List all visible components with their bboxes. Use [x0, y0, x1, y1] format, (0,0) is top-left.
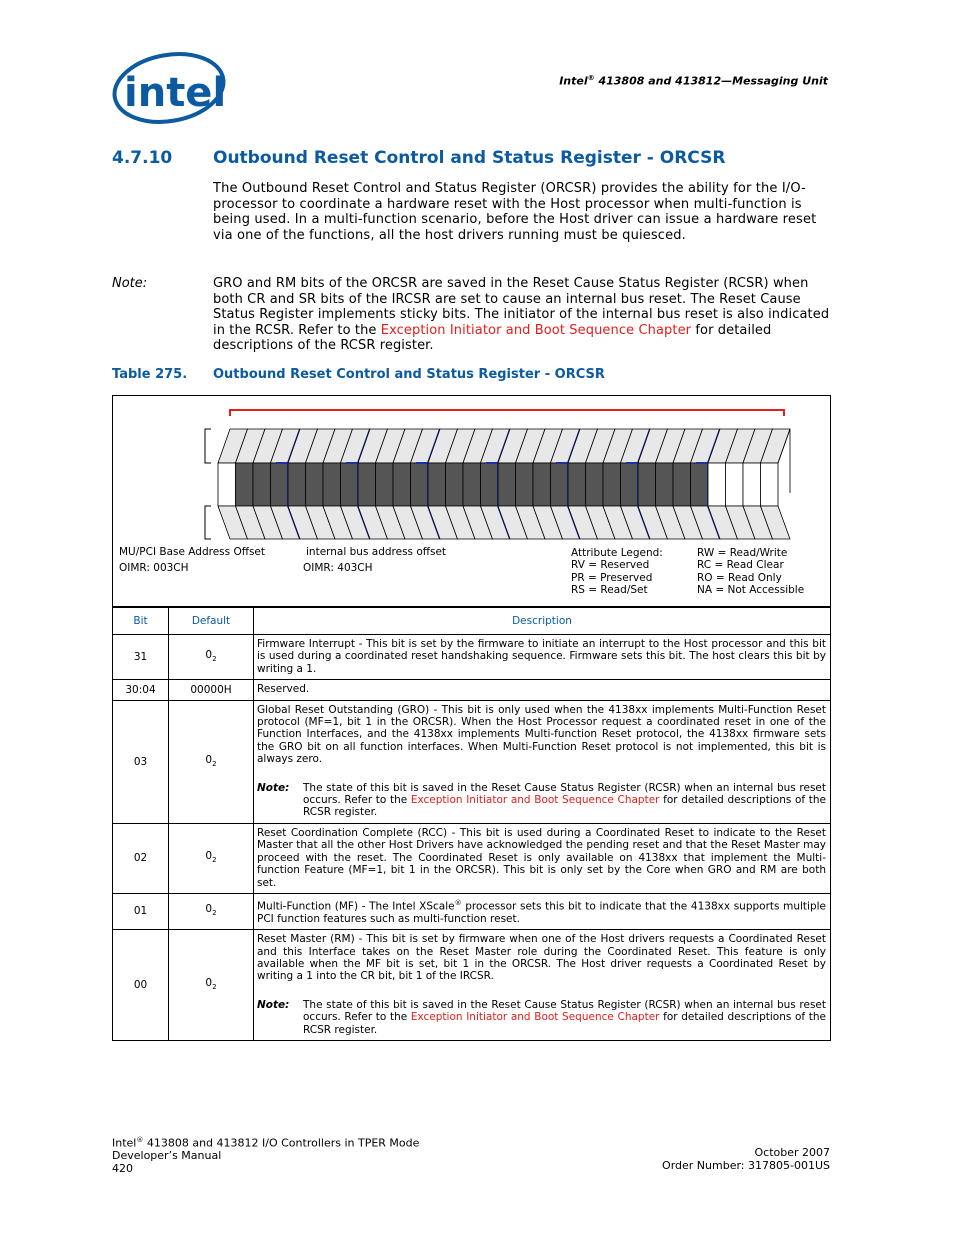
mu-offset-value: OIMR: 003CH: [119, 562, 189, 574]
bit-cell: 03: [113, 700, 169, 823]
legend-read-set: RS = Read/Set: [571, 584, 648, 596]
row-note: Note: The state of this bit is saved in the Reset Cause Status Register (RCSR) when an internal bus reset occurs. Refer to the Exception Initiator and Boot Sequence Chapter for detailed descriptions of the RCSR register.: [257, 998, 826, 1036]
field-bracket: [230, 410, 784, 416]
section-title: 4.7.10 Outbound Reset Control and Status Register - ORCSR: [112, 148, 726, 168]
page-number: 420: [112, 1161, 133, 1175]
footer-right: October 2007 Order Number: 317805-001US: [662, 1146, 830, 1172]
default-cell: 00000H: [169, 680, 254, 700]
table-header-row: [113, 608, 831, 635]
bit-cell: 30:04: [113, 680, 169, 700]
default-cell: $0_2$: [169, 893, 254, 929]
description-cell: Reset Coordination Complete (RCC) - This bit is used during a Coordinated Reset to indicate to the Reset Master that all the other Host Drivers have acknowledged the pending reset and that the Reset Master may proceed with the reset. The Coordinated Reset is only available on 4138xx that implement the Multi-function Feature (MF=1, bit 1 in the ORCSR). This bit is only set by the Core when GRO and RM are both set.: [254, 823, 831, 893]
default-cell: $0_2$: [169, 823, 254, 893]
svg-text:intel: intel: [124, 70, 227, 116]
default-cell: $0_2$: [169, 635, 254, 680]
bus-offset-label: internal bus address offset: [306, 546, 447, 558]
header-description: Description: [254, 608, 831, 635]
exception-chapter-link[interactable]: Exception Initiator and Boot Sequence Chapter: [410, 794, 660, 807]
legend-title: Attribute Legend:: [571, 547, 663, 559]
table-row: [113, 680, 831, 700]
mu-offset-label: MU/PCI Base Address Offset: [119, 546, 265, 558]
table-row: [113, 893, 831, 929]
footer-left: Intel® 413808 and 413812 I/O Controllers in TPER Mode Developer’s Manual 420: [112, 1136, 420, 1175]
bit-cell: 01: [113, 893, 169, 929]
note-label: Note:: [112, 276, 148, 291]
exception-chapter-link[interactable]: Exception Initiator and Boot Sequence Chapter: [410, 1011, 660, 1024]
intel-logo: [110, 50, 228, 130]
bit-cell: 00: [113, 930, 169, 1041]
description-cell: Reset Master (RM) - This bit is set by firmware when one of the Host drivers requests a Coordinated Reset and this Interface takes on the Reset Master role during the Coordinated Reset. This feature is only available when the MF bit is set, bit 1 in the ORCSR. The Host driver requests a Coordinated Reset by writing a 1 into the CR bit, bit 1 of the IRCSR. Note: The state of this bit is saved in the Reset Cause Status Register (RCSR) when an internal bus reset occurs. Refer to the Exception Initiator and Boot Sequence Chapter for detailed descriptions of the RCSR register.: [254, 930, 831, 1041]
legend-read-write: RW = Read/Write: [697, 547, 788, 559]
bus-offset-value: OIMR: 403CH: [303, 562, 373, 574]
bit-description-table: [112, 607, 831, 1041]
exception-chapter-link[interactable]: Exception Initiator and Boot Sequence Chapter: [380, 322, 692, 338]
description-cell: Global Reset Outstanding (GRO) - This bit is only used when the 4138xx implements Multi-Function Reset protocol (MF=1, bit 1 in the ORCSR). When the Host Processor request a coordinated reset in one of the Function Interfaces, and the 4138xx implements Multi-function Reset protocol, the 4138xx firmware sets the GRO bit on all function interfaces. When Multi-Function Reset protocol is not implemented, this bit is always zero. Note: The state of this bit is saved in the Reset Cause Status Register (RCSR) when an internal bus reset occurs. Refer to the Exception Initiator and Boot Sequence Chapter for detailed descriptions of the RCSR register.: [254, 700, 831, 823]
description-cell: Multi-Function (MF) - The Intel XScale® processor sets this bit to indicate that the 4138xx supports multiple PCI function features such as multi-function reset.: [254, 893, 831, 929]
lower-bracket: [205, 506, 211, 539]
bit-cell: 02: [113, 823, 169, 893]
running-header: Intel® 413808 and 413812—Messaging Unit: [559, 74, 828, 88]
table-row: [113, 700, 831, 823]
description-cell: Reserved.: [254, 680, 831, 700]
legend-preserved: PR = Preserved: [571, 572, 653, 584]
header-bit: Bit: [113, 608, 169, 635]
bit-cell: 31: [113, 635, 169, 680]
register-diagram: [112, 395, 831, 607]
description-cell: Firmware Interrupt - This bit is set by the firmware to initiate an interrupt to the Host processor and this bit is used during a coordinated reset handshaking sequence. Firmware sets this bit. The host clears this bit by writing a 1.: [254, 635, 831, 680]
table-row: [113, 823, 831, 893]
intro-paragraph: The Outbound Reset Control and Status Register (ORCSR) provides the ability for the I/O-processor to coordinate a hardware reset with the Host processor when multi-function is being used. In a multi-function scenario, before the Host driver can issue a hardware reset via one of the functions, all the host drivers running must be quiesced.: [213, 181, 817, 243]
legend-reserved: RV = Reserved: [571, 559, 650, 571]
table-caption: Table 275. Outbound Reset Control and Status Register - ORCSR: [112, 367, 605, 382]
row-note: Note: The state of this bit is saved in the Reset Cause Status Register (RCSR) when an internal bus reset occurs. Refer to the Exception Initiator and Boot Sequence Chapter for detailed descriptions of the RCSR register.: [257, 781, 826, 819]
table-row: [113, 930, 831, 1041]
legend-read-clear: RC = Read Clear: [697, 559, 784, 571]
upper-bracket: [205, 429, 211, 463]
default-cell: $0_2$: [169, 930, 254, 1041]
note-paragraph: GRO and RM bits of the ORCSR are saved in the Reset Cause Status Register (RCSR) when both CR and SR bits of the IRCSR are set to cause an internal bus reset. The Reset Cause Status Register implements sticky bits. The initiator of the internal bus reset is also indicated in the RCSR. Refer to the Exception Initiator and Boot Sequence Chapter for detailed descriptions of the RCSR register.: [213, 276, 830, 354]
default-cell: $0_2$: [169, 700, 254, 823]
header-default: Default: [169, 608, 254, 635]
legend-not-accessible: NA = Not Accessible: [697, 584, 805, 596]
table-row: [113, 635, 831, 680]
legend-read-only: RO = Read Only: [697, 572, 782, 584]
